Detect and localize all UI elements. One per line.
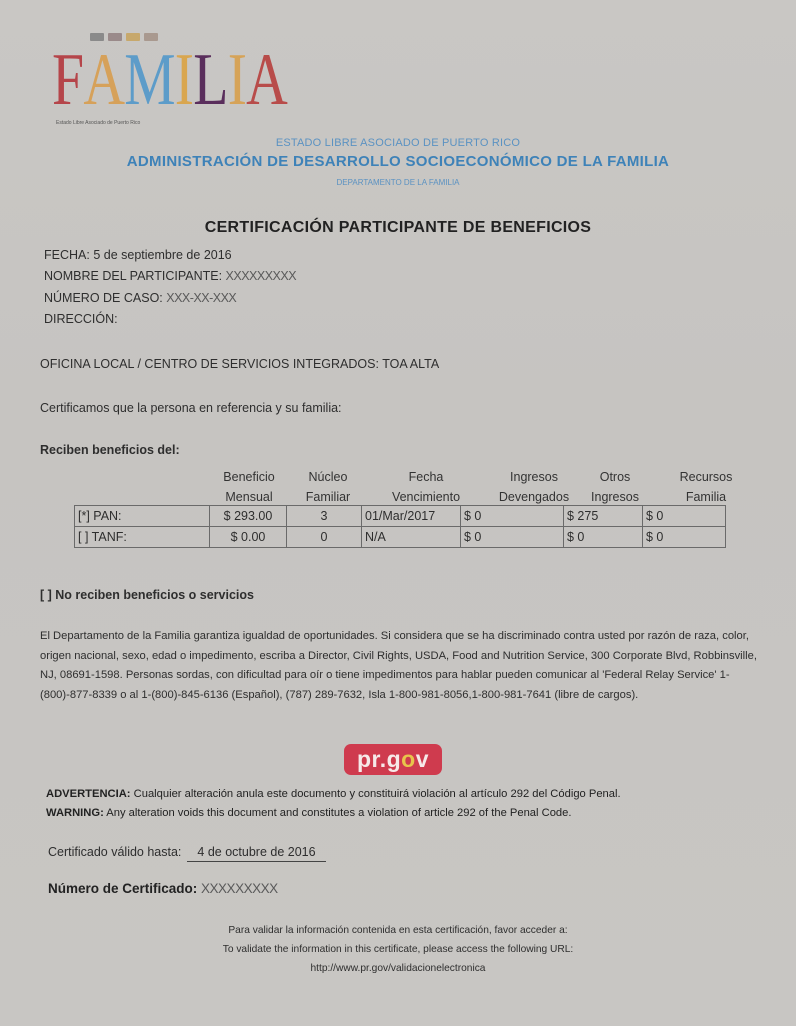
caso-value: XXX-XX-XXX [166, 291, 237, 305]
program-cell: [*] PAN: [75, 506, 210, 527]
nombre-field [44, 269, 296, 283]
logo-letter: F [52, 39, 84, 121]
fecha-value: 5 de septiembre de 2016 [93, 248, 232, 262]
col-header-nucleo [292, 467, 364, 507]
beneficio-cell: $ 0.00 [210, 527, 287, 548]
nombre-value: XXXXXXXXX [225, 269, 297, 283]
col-header-line: Otros [599, 470, 631, 484]
col-header-line: Núcleo [308, 470, 348, 484]
col-header-line: Fecha [408, 470, 444, 484]
footer-en: To validate the information in this certificate, please access the following URL: [222, 944, 574, 955]
direccion-label: DIRECCIÓN: [44, 312, 118, 326]
col-header-line: Mensual [225, 490, 273, 504]
col-header-devengados [486, 467, 582, 507]
certificate-number-value: XXXXXXXXX [201, 881, 278, 896]
warning-label: WARNING: [46, 807, 104, 819]
nombre-label: NOMBRE DEL PARTICIPANTE: [44, 269, 223, 283]
logo-letter: A [83, 39, 125, 121]
prgov-logo [344, 744, 442, 775]
logo-letter: I [227, 39, 247, 121]
logo-letter: L [193, 39, 228, 121]
validity-date: 4 de octubre de 2016 [187, 845, 325, 862]
fecha-label: FECHA: [44, 248, 90, 262]
caso-field [44, 291, 236, 305]
certificamos-text: Certificamos que la persona en referencia y su familia: [40, 401, 342, 415]
page-title: CERTIFICACIÓN PARTICIPANTE DE BENEFICIOS [204, 219, 592, 236]
fecha-field [44, 248, 232, 262]
logo-subtitle: Estado Libre Asociado de Puerto Rico [56, 120, 141, 126]
advertencia-label: ADVERTENCIA: [46, 788, 131, 800]
col-header-line: Vencimiento [391, 490, 461, 504]
recursos-cell: $ 0 [643, 506, 726, 527]
certificate-number-label: Número de Certificado: [48, 881, 198, 896]
validation-url-link[interactable]: http://www.pr.gov/validacionelectronica [310, 963, 486, 974]
col-header-line: Familia [685, 490, 727, 504]
oficina-field [40, 357, 439, 371]
advertencia-body: Cualquier alteración anula este documento y constituirá violación al artículo 292 del Código Penal. [130, 788, 621, 800]
logo-letter: M [124, 39, 175, 121]
prgov-logo-text: pr.gov [356, 746, 430, 772]
recursos-cell: $ 0 [643, 527, 726, 548]
validity-field [48, 845, 326, 862]
caso-label: NÚMERO DE CASO: [44, 291, 163, 305]
col-header-line: Ingresos [510, 470, 558, 484]
header-estado: ESTADO LIBRE ASOCIADO DE PUERTO RICO [275, 137, 521, 149]
col-header-line: Devengados [498, 490, 570, 504]
beneficio-cell: $ 293.00 [210, 506, 287, 527]
col-header-line: Familiar [305, 490, 351, 504]
col-header-line: Recursos [679, 470, 733, 484]
validity-label: Certificado válido hasta: [48, 845, 182, 859]
nucleo-cell: 0 [287, 527, 362, 548]
vencimiento-cell: 01/Mar/2017 [362, 506, 461, 527]
oficina-label: OFICINA LOCAL / CENTRO DE SERVICIOS INTEGRADOS: [40, 357, 379, 371]
footer-es: Para validar la información contenida en esta certificación, favor acceder a: [228, 925, 568, 936]
col-header-recursos [664, 467, 748, 507]
table-row-pan [75, 506, 726, 527]
direccion-field [44, 312, 118, 326]
logo-wordmark [52, 40, 287, 120]
col-header-beneficio [212, 467, 286, 507]
col-header-otros [584, 467, 646, 507]
no-reciben-option: [ ] No reciben beneficios o servicios [40, 588, 254, 602]
program-cell: [ ] TANF: [75, 527, 210, 548]
non-discrimination-notice: El Departamento de la Familia garantiza igualdad de oportunidades. Si considera que se ha discriminado contra usted por razón de raza, color, origen nacional, sexo, edad o impedimento, escriba a Director, Civil Rights, USDA, Food and Nutrition Service, 300 Corporate Blvd, Robbinsville, NJ, 08691-1598. Personas sordas, con dificultad para oír o tiene impedimentos para hablar pueden comunicar al 'Federal Relay Service' 1-(800)-877-8339 o al 1-(800)-845-6136 (Español), (787) 289-7632, Isla 1-800-981-8056,1-800-981-7641 (libre de cargos). [40, 630, 757, 701]
familia-logo [44, 32, 288, 128]
logo-letter: I [174, 39, 194, 121]
advertencia-text [46, 788, 621, 800]
table-row-tanf [75, 527, 726, 548]
header-administracion: ADMINISTRACIÓN DE DESARROLLO SOCIOECONÓMICO DE LA FAMILIA [126, 153, 670, 170]
nucleo-cell: 3 [287, 506, 362, 527]
col-header-line: Ingresos [591, 490, 639, 504]
header-departamento: DEPARTAMENTO DE LA FAMILIA [336, 178, 460, 187]
warning-text [46, 807, 571, 819]
oficina-value: TOA ALTA [382, 357, 440, 371]
reciben-heading: Reciben beneficios del: [40, 443, 180, 457]
col-header-fecha [376, 467, 476, 507]
otros-cell: $ 0 [564, 527, 643, 548]
devengados-cell: $ 0 [461, 506, 564, 527]
warning-body: Any alteration voids this document and constitutes a violation of article 292 of the Penal Code. [103, 807, 572, 819]
certificate-number [48, 881, 278, 896]
vencimiento-cell: N/A [362, 527, 461, 548]
otros-cell: $ 275 [564, 506, 643, 527]
logo-letter: A [246, 39, 288, 121]
benefits-table [74, 505, 726, 548]
devengados-cell: $ 0 [461, 527, 564, 548]
col-header-line: Beneficio [223, 470, 275, 484]
